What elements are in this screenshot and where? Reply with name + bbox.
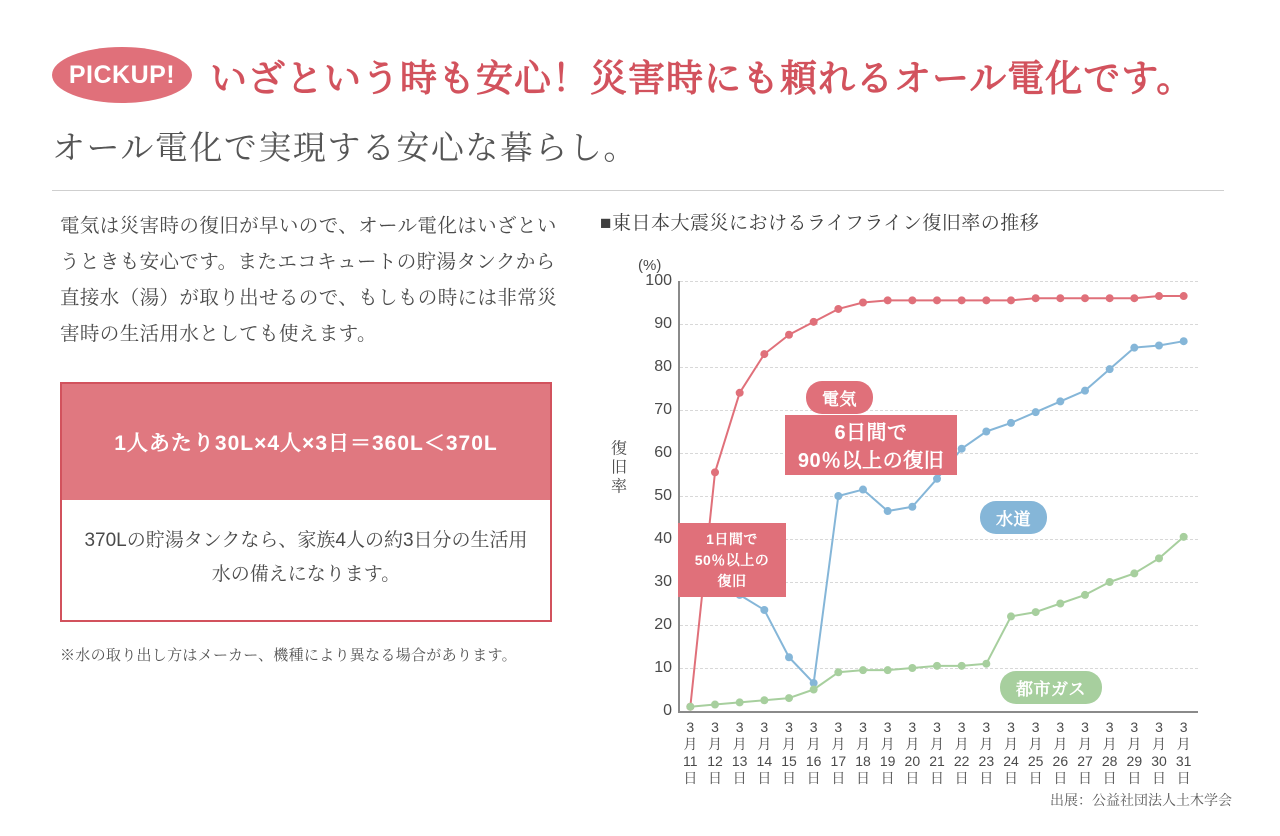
chart-point: [884, 507, 892, 515]
page-subtitle: オール電化で実現する安心な暮らし。: [52, 129, 638, 166]
chart-point: [884, 296, 892, 304]
chart-point: [1106, 365, 1114, 373]
chart-point: [785, 653, 793, 661]
chart-x-tick-label: 3 月 22 日: [953, 719, 970, 786]
chart-point: [982, 296, 990, 304]
chart-point: [785, 694, 793, 702]
chart-y-tick-label: 80: [654, 358, 672, 375]
chart-point: [1081, 591, 1089, 599]
chart-point: [1130, 344, 1138, 352]
chart-point: [711, 468, 719, 476]
left-column: [60, 208, 570, 665]
series-label-gas: 都市ガス: [1000, 671, 1102, 704]
chart-point: [859, 666, 867, 674]
chart-point: [958, 296, 966, 304]
chart-point: [982, 660, 990, 668]
chart-point: [736, 698, 744, 706]
chart-point: [1180, 337, 1188, 345]
chart-point: [958, 662, 966, 670]
chart-point: [933, 662, 941, 670]
chart-x-tick-label: 3 月 16 日: [805, 719, 822, 786]
chart-point: [810, 686, 818, 694]
highlight-banner-text: 1人あたり30L×4人×3日＝360L＜370L: [62, 384, 550, 500]
chart-x-tick-label: 3 月 12 日: [707, 719, 723, 786]
chart-point: [859, 486, 867, 494]
chart-x-tick-label: 3 月 30 日: [1151, 719, 1167, 786]
chart-y-tick-label: 70: [654, 401, 672, 418]
chart-y-tick-label: 50: [654, 487, 672, 504]
chart-point: [1056, 397, 1064, 405]
chart-y-tick-label: 60: [654, 444, 672, 461]
chart-y-tick-label: 40: [654, 530, 672, 547]
chart-point: [785, 331, 793, 339]
chart-point: [982, 428, 990, 436]
chart-x-tick-label: 3 月 28 日: [1101, 719, 1118, 786]
chart-y-tick-label: 90: [654, 315, 672, 332]
chart-y-tick-label: 100: [645, 272, 672, 289]
chart-point: [686, 703, 694, 711]
chart-point: [1180, 533, 1188, 541]
chart-point: [711, 701, 719, 709]
chart-y-tick-label: 0: [663, 702, 672, 719]
page-header: [52, 44, 1232, 106]
chart-point: [1106, 294, 1114, 302]
chart-point: [760, 350, 768, 358]
chart-x-tick-label: 3 月 13 日: [731, 719, 748, 786]
chart-y-tick-label: 10: [654, 659, 672, 676]
callout-electric-recovery: [785, 415, 957, 475]
chart-x-tick-label: 3 月 31 日: [1175, 719, 1192, 786]
chart-x-tick-label: 3 月 14 日: [756, 719, 773, 786]
chart-point: [1155, 342, 1163, 350]
chart-point: [834, 492, 842, 500]
page-title: いざという時も安心！災害時にも頼れるオール電化です。: [210, 58, 1195, 99]
footnote-text: ※水の取り出し方はメーカー、機種により異なる場合があります。: [60, 647, 517, 664]
callout-water-line3: 復旧: [717, 573, 747, 589]
chart-unit-label: (%): [638, 257, 662, 274]
chart-point: [1155, 554, 1163, 562]
chart-point: [1180, 292, 1188, 300]
chart-point: [1032, 608, 1040, 616]
chart-point: [1081, 387, 1089, 395]
chart-point: [1106, 578, 1114, 586]
chart-x-tick-label: 3 月 24 日: [1003, 719, 1019, 786]
chart-point: [1032, 294, 1040, 302]
callout-water-line2: 50％以上の: [694, 552, 770, 568]
chart-point: [1130, 569, 1138, 577]
chart-point: [884, 666, 892, 674]
chart-point: [810, 318, 818, 326]
chart-point: [736, 389, 744, 397]
chart-title: ■東日本大震災におけるライフライン復旧率の推移: [600, 213, 1040, 234]
chart-x-tick-label: 3 月 25 日: [1027, 719, 1044, 786]
chart-x-tick-label: 3 月 17 日: [830, 719, 847, 786]
chart-x-tick-label: 3 月 20 日: [904, 719, 921, 786]
chart-point: [760, 606, 768, 614]
chart-x-tick-label: 3 月 18 日: [855, 719, 871, 786]
body-paragraph: 電気は災害時の復旧が早いので、オール電化はいざというときも安心です。またエコキュートの貯湯タンクから直接水（湯）が取り出せるので、もしもの時には非常災害時の生活用水としても使えます。: [60, 215, 558, 345]
chart-point: [1155, 292, 1163, 300]
chart-point: [958, 445, 966, 453]
series-label-electric: 電気: [806, 381, 873, 414]
chart-point: [834, 668, 842, 676]
chart-point: [1007, 419, 1015, 427]
callout-water-recovery: [678, 523, 786, 597]
chart-x-tick-label: 3 月 15 日: [781, 719, 797, 786]
chart-point: [933, 296, 941, 304]
pickup-badge: PICKUP!: [52, 47, 192, 103]
chart-point: [1007, 296, 1015, 304]
chart-point: [908, 503, 916, 511]
chart-x-tick-label: 3 月 27 日: [1077, 719, 1093, 786]
chart-x-tick-label: 3 月 26 日: [1052, 719, 1069, 786]
chart-y-tick-label: 30: [654, 573, 672, 590]
callout-electric-line1: 6日間で: [834, 422, 908, 444]
chart-point: [859, 299, 867, 307]
highlight-caption-text: 370Lの貯湯タンクなら、家族4人の約3日分の生活用水の備えになります。: [84, 530, 528, 585]
chart-x-tick-label: 3 月 19 日: [879, 719, 896, 786]
callout-electric-line2: 90％以上の復旧: [797, 450, 945, 472]
header-divider: [52, 190, 1224, 191]
highlight-box: [60, 382, 552, 622]
chart-yaxis-title: 復旧率: [610, 440, 627, 496]
chart-point: [1130, 294, 1138, 302]
chart-x-tick-label: 3 月 23 日: [978, 719, 995, 786]
chart-x-tick-label: 3 月 29 日: [1126, 719, 1143, 786]
chart-point: [1007, 612, 1015, 620]
chart-x-tick-label: 3 月 21 日: [929, 719, 945, 786]
chart-area: [600, 253, 1220, 813]
callout-water-line1: 1日間で: [706, 531, 758, 547]
chart-point: [1056, 600, 1064, 608]
chart-column: [600, 208, 1230, 813]
chart-point: [908, 296, 916, 304]
chart-point: [1056, 294, 1064, 302]
chart-point: [933, 475, 941, 483]
chart-point: [908, 664, 916, 672]
chart-series-layer: [678, 281, 1196, 711]
series-label-water: 水道: [980, 501, 1047, 534]
chart-y-tick-label: 20: [654, 616, 672, 633]
chart-point: [834, 305, 842, 313]
chart-point: [1032, 408, 1040, 416]
chart-source: 出展：公益社団法人土木学会: [1050, 792, 1232, 808]
chart-point: [1081, 294, 1089, 302]
chart-x-tick-label: 3 月 11 日: [683, 719, 698, 786]
chart-x-axis-labels: [678, 719, 1196, 799]
chart-point: [760, 696, 768, 704]
